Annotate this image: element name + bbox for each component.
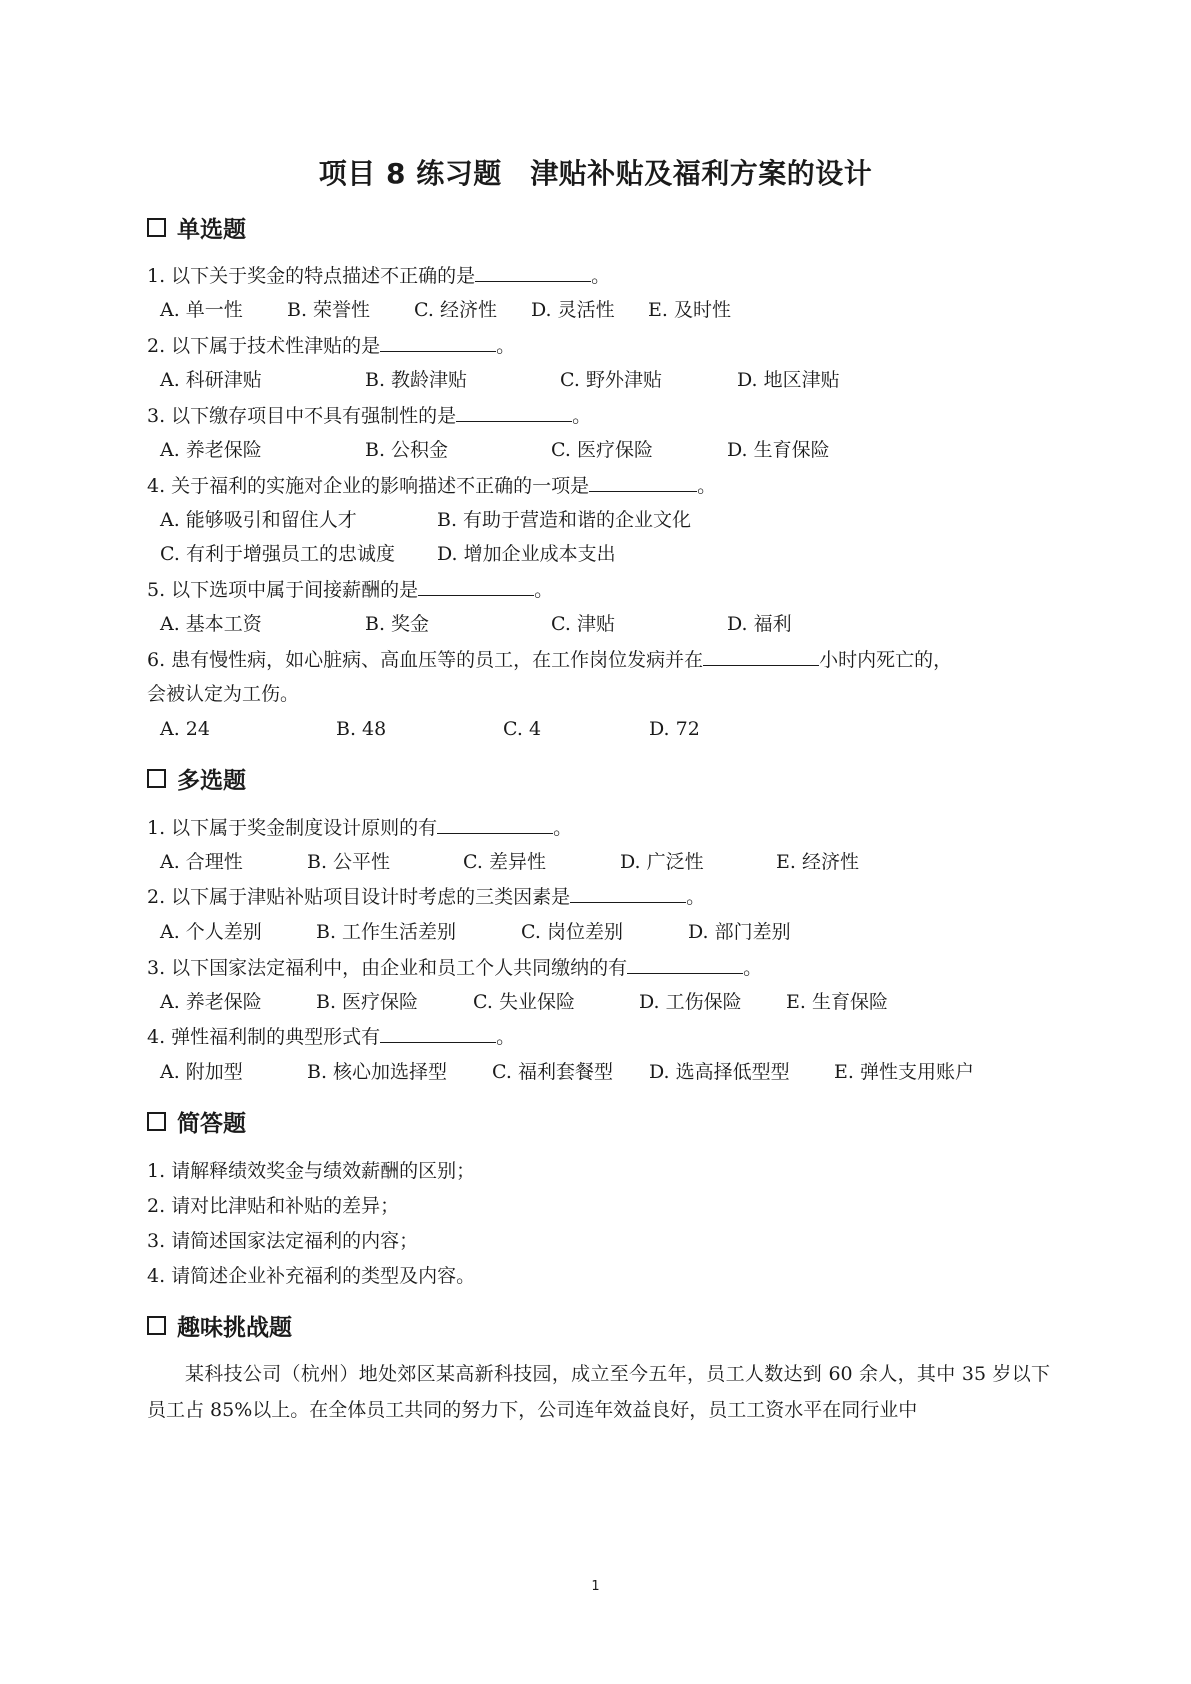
option: B. 工作生活差别 (316, 921, 457, 943)
answer-blank (703, 647, 819, 666)
answer-blank (627, 955, 743, 974)
option: E. 弹性支用账户 (834, 1061, 974, 1083)
section-title: 简答题 (177, 1110, 246, 1137)
option: C. 有利于增强员工的忠诚度 (160, 543, 395, 565)
section-title: 趣味挑战题 (177, 1314, 292, 1341)
option: B. 医疗保险 (316, 991, 419, 1013)
option: D. 灵活性 (531, 299, 615, 321)
option: A. 单一性 (160, 299, 243, 321)
section-header-multi (147, 763, 246, 793)
option: B. 48 (336, 718, 387, 740)
question-continuation: 会被认定为工伤。 (147, 683, 300, 705)
question-line: 4. 关于福利的实施对企业的影响描述不正确的一项是 。 (147, 475, 717, 497)
answer-blank (589, 473, 697, 492)
answer-blank (380, 1024, 496, 1043)
option: A. 附加型 (160, 1061, 243, 1083)
answer-blank (475, 263, 591, 282)
option: E. 生育保险 (786, 991, 888, 1013)
question-line: 6. 患有慢性病，如心脏病、高血压等的员工，在工作岗位发病并在 小时内死亡的， (147, 649, 953, 671)
question-line: 2. 以下属于技术性津贴的是 。 (147, 335, 516, 357)
option: D. 增加企业成本支出 (437, 543, 616, 565)
question-line: 5. 以下选项中属于间接薪酬的是 。 (147, 579, 554, 601)
question-line: 3. 以下缴存项目中不具有强制性的是 。 (147, 405, 592, 427)
option: A. 能够吸引和留住人才 (160, 509, 357, 531)
option: D. 地区津贴 (737, 369, 840, 391)
page-title: 项目 8 练习题 津贴补贴及福利方案的设计 (318, 157, 873, 190)
option: E. 及时性 (648, 299, 731, 321)
checkbox-square-icon (147, 769, 166, 788)
answer-blank (570, 884, 686, 903)
answer-blank (456, 403, 572, 422)
option: C. 差异性 (463, 851, 546, 873)
question-line: 2. 以下属于津贴补贴项目设计时考虑的三类因素是 。 (147, 886, 706, 908)
option: B. 有助于营造和谐的企业文化 (437, 509, 692, 531)
question-line: 1. 以下属于奖金制度设计原则的有 。 (147, 817, 573, 839)
answer-blank (380, 333, 496, 352)
option: A. 养老保险 (160, 439, 262, 461)
section-header-fun (147, 1310, 292, 1340)
short-question: 3. 请简述国家法定福利的内容； (147, 1230, 419, 1252)
option: C. 失业保险 (473, 991, 575, 1013)
option: C. 4 (503, 718, 542, 740)
option: A. 个人差别 (160, 921, 262, 943)
short-question: 2. 请对比津贴和补贴的差异； (147, 1195, 400, 1217)
section-title: 单选题 (177, 216, 246, 243)
answer-blank (437, 815, 553, 834)
question-line: 4. 弹性福利制的典型形式有 。 (147, 1026, 516, 1048)
option: B. 公平性 (307, 851, 391, 873)
section-title: 多选题 (177, 767, 246, 794)
option: B. 公积金 (365, 439, 449, 461)
checkbox-square-icon (147, 218, 166, 237)
option: C. 岗位差别 (521, 921, 623, 943)
option: B. 核心加选择型 (307, 1061, 448, 1083)
answer-blank (418, 577, 534, 596)
challenge-paragraph: 某科技公司（杭州）地处郊区某高新科技园，成立至今五年，员工人数达到 60 余人，其中 35 岁以下员工占 85%以上。在全体员工共同的努力下，公司连年效益良好，员工工资水平在同行业中 (147, 1363, 1050, 1421)
short-question: 4. 请简述企业补充福利的类型及内容。 (147, 1265, 476, 1287)
option: C. 津贴 (551, 613, 615, 635)
option: E. 经济性 (776, 851, 859, 873)
option: C. 福利套餐型 (492, 1061, 613, 1083)
page-number: 1 (591, 1579, 600, 1594)
checkbox-square-icon (147, 1316, 166, 1335)
option: C. 经济性 (414, 299, 497, 321)
section-header-single (147, 212, 246, 242)
checkbox-square-icon (147, 1112, 166, 1131)
option: A. 科研津贴 (160, 369, 262, 391)
option: B. 教龄津贴 (365, 369, 468, 391)
option: D. 福利 (727, 613, 792, 635)
option: D. 选高择低型型 (649, 1061, 790, 1083)
option: D. 部门差别 (688, 921, 791, 943)
option: C. 野外津贴 (560, 369, 662, 391)
option: A. 24 (160, 718, 210, 740)
question-line: 1. 以下关于奖金的特点描述不正确的是 。 (147, 265, 611, 287)
option: D. 工伤保险 (639, 991, 742, 1013)
option: A. 养老保险 (160, 991, 262, 1013)
option: A. 合理性 (160, 851, 243, 873)
short-question: 1. 请解释绩效奖金与绩效薪酬的区别； (147, 1160, 476, 1182)
option: D. 广泛性 (620, 851, 704, 873)
option: A. 基本工资 (160, 613, 262, 635)
option: B. 奖金 (365, 613, 430, 635)
option: B. 荣誉性 (287, 299, 371, 321)
option: D. 72 (649, 718, 700, 740)
option: C. 医疗保险 (551, 439, 653, 461)
option: D. 生育保险 (727, 439, 830, 461)
section-header-short (147, 1106, 246, 1136)
question-line: 3. 以下国家法定福利中，由企业和员工个人共同缴纳的有 。 (147, 957, 763, 979)
